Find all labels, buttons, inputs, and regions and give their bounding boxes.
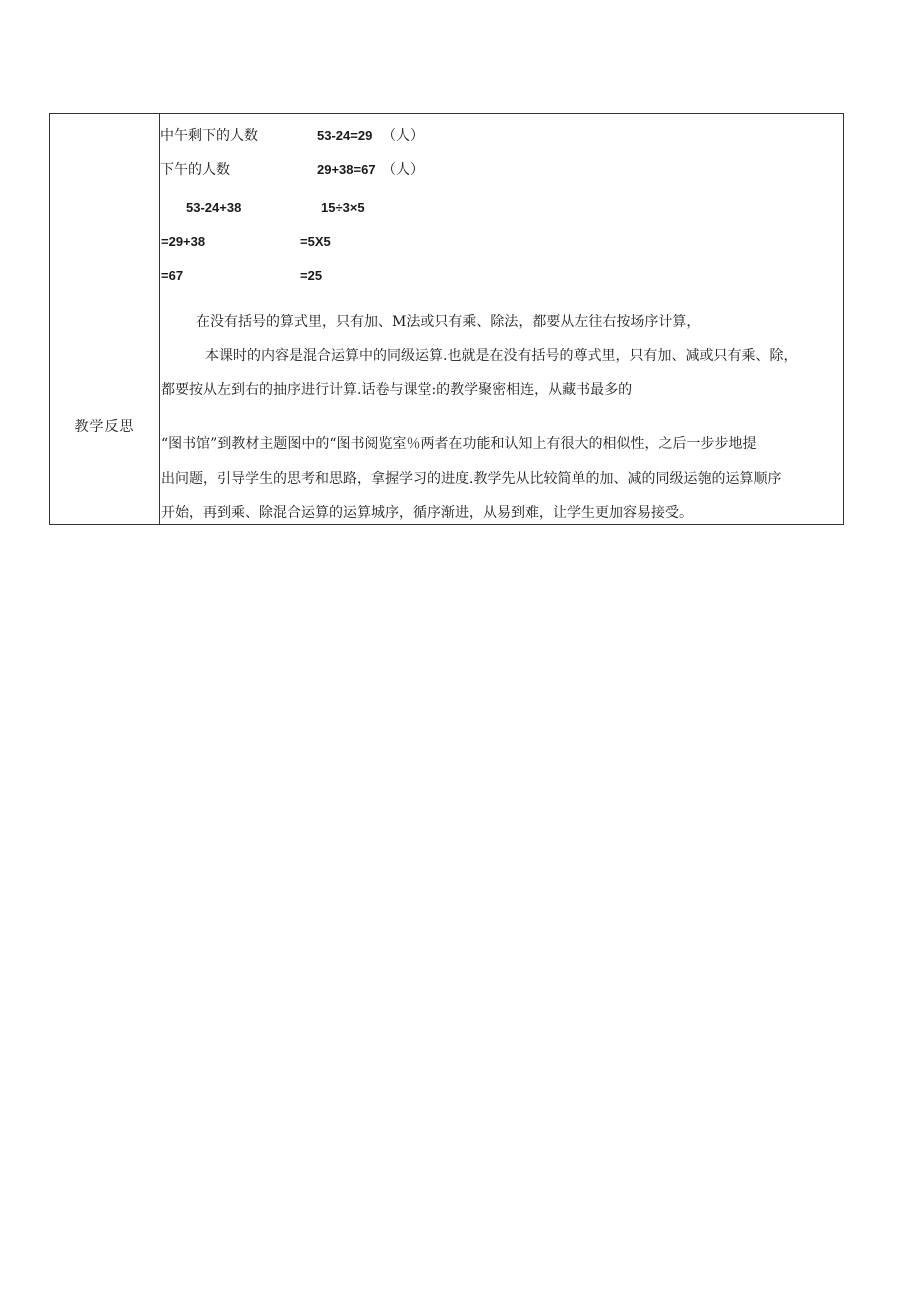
calc-row-2 bbox=[160, 160, 424, 180]
section-label: 教学反思 bbox=[74, 419, 135, 435]
expr-col1-line2: =29+38 bbox=[161, 234, 206, 249]
paragraph-2-line-3: 开始，再到乘、除混合运算的运算城序，循序渐进，从易到难，让学生更加容易接受。 bbox=[161, 505, 693, 521]
calc-row-1-label: 中午剩下的人数 bbox=[160, 128, 258, 144]
expr-col2-line1: 15÷3×5 bbox=[321, 200, 365, 215]
content-cell bbox=[160, 114, 843, 524]
expr-col2-line2: =5X5 bbox=[300, 234, 331, 249]
calc-row-1-unit: （人） bbox=[382, 128, 424, 144]
calc-row-2-label: 下午的人数 bbox=[160, 162, 230, 178]
expr-col1-line1: 53-24+38 bbox=[186, 200, 242, 215]
rule-text: 在没有括号的算式里，只有加、M法或只有乘、除法，都要从左往右按场序计算， bbox=[196, 314, 701, 330]
calc-row-2-unit: （人） bbox=[382, 162, 424, 178]
expr-col1-line3: =67 bbox=[161, 268, 184, 283]
reflection-table bbox=[49, 113, 844, 525]
paragraph-2-line-2: 出问题，引导学生的思考和思路，拿握学习的进度.教学先从比较简单的加、减的同级运匏的运算顺序 bbox=[161, 471, 782, 487]
paragraph-1-line-1: 本课时的内容是混合运算中的同级运算.也就是在没有括号的尊式里，只有加、减或只有乘、除， bbox=[205, 348, 798, 364]
expr-col2-line3: =25 bbox=[300, 268, 323, 283]
calc-row-1 bbox=[160, 126, 424, 146]
paragraph-1-line-2: 都要按从左到右的抽序进行计算.话卷与课堂:的教学聚密相连，从藏书最多的 bbox=[161, 382, 633, 398]
calc-row-2-expr: 29+38=67 bbox=[317, 162, 376, 177]
label-cell bbox=[50, 114, 160, 524]
calc-row-1-expr: 53-24=29 bbox=[317, 128, 373, 143]
paragraph-2-line-1: “图书馆”到教材主题图中的“图书阅览室％两者在功能和认知上有很大的相似性，之后一步步地提 bbox=[161, 436, 757, 452]
